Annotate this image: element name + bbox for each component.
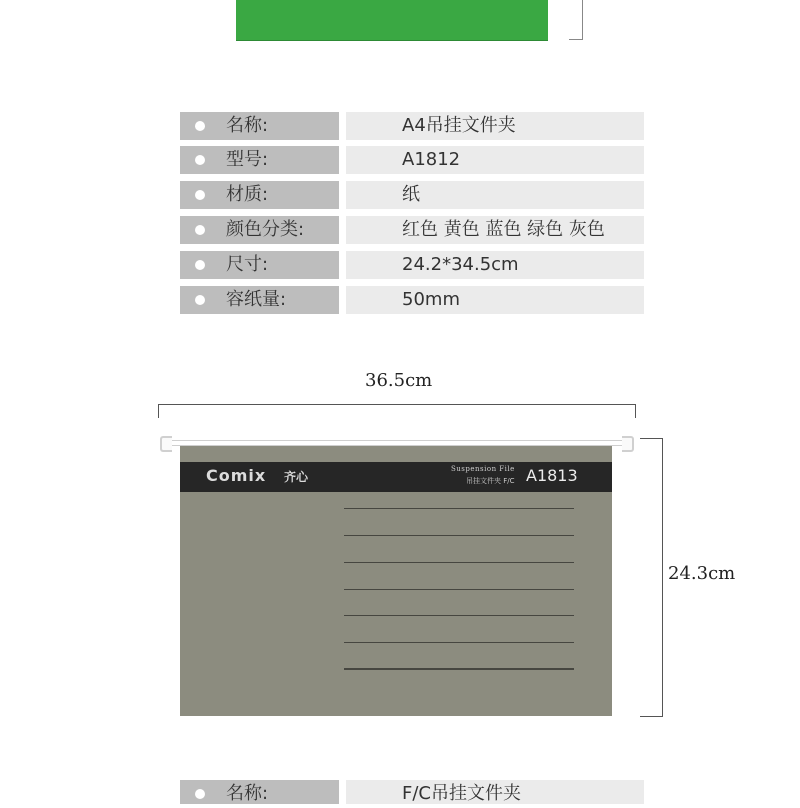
spec-key: 材质: xyxy=(226,184,269,205)
width-dimension-line xyxy=(158,404,636,405)
width-dimension-label: 36.5cm xyxy=(365,370,433,391)
spec-value-cell xyxy=(346,146,644,174)
writing-line xyxy=(344,562,574,563)
brand-chinese-name: 齐心 xyxy=(284,470,309,484)
dimension-tick xyxy=(640,716,663,717)
height-dimension-label: 24.3cm xyxy=(668,563,736,584)
spec-value: 红色 黄色 蓝色 绿色 灰色 xyxy=(402,219,605,240)
spec-key-cell xyxy=(180,251,339,279)
spec-value-cell xyxy=(346,780,644,804)
dimension-line xyxy=(582,0,583,39)
brand-logo: Comix xyxy=(206,466,267,485)
spec-key: 型号: xyxy=(226,149,269,170)
spec-value-cell xyxy=(346,181,644,209)
spec-key-cell xyxy=(180,112,339,140)
writing-line xyxy=(344,668,574,670)
spec-value-cell xyxy=(346,216,644,244)
spec-row-colors xyxy=(180,216,644,244)
spec-row-name xyxy=(180,780,644,804)
green-folder-image xyxy=(236,0,548,41)
dimension-tick xyxy=(640,438,663,439)
writing-line xyxy=(344,615,574,616)
writing-line xyxy=(344,642,574,643)
product-sub-label: 吊挂文件夹 F/C xyxy=(466,477,515,485)
product-type-label: Suspension File xyxy=(451,465,515,473)
spec-key-cell xyxy=(180,146,339,174)
bullet-icon xyxy=(195,295,205,305)
writing-line xyxy=(344,589,574,590)
height-dimension-line xyxy=(662,438,663,716)
writing-line xyxy=(344,508,574,509)
spec-key: 容纸量: xyxy=(226,289,287,310)
spec-row-capacity xyxy=(180,286,644,314)
bullet-icon xyxy=(195,121,205,131)
spec-value-cell xyxy=(346,286,644,314)
bullet-icon xyxy=(195,155,205,165)
spec-value: 24.2*34.5cm xyxy=(402,254,519,275)
spec-value: 50mm xyxy=(402,289,460,310)
dimension-tick xyxy=(569,39,583,40)
spec-value-cell xyxy=(346,251,644,279)
bullet-icon xyxy=(195,225,205,235)
hanger-hook-icon xyxy=(622,436,634,452)
spec-value: A1812 xyxy=(402,149,461,170)
spec-row-size xyxy=(180,251,644,279)
bullet-icon xyxy=(195,190,205,200)
spec-key: 名称: xyxy=(226,115,269,136)
spec-key: 尺寸: xyxy=(226,254,269,275)
spec-row-material xyxy=(180,181,644,209)
spec-key-cell xyxy=(180,286,339,314)
product-model-label: A1813 xyxy=(526,466,578,485)
spec-value-cell xyxy=(346,112,644,140)
spec-key-cell xyxy=(180,216,339,244)
spec-key: 颜色分类: xyxy=(226,219,305,240)
brand-band xyxy=(180,462,612,492)
spec-key-cell xyxy=(180,181,339,209)
spec-value: A4吊挂文件夹 xyxy=(402,115,516,136)
spec-value: 纸 xyxy=(402,184,420,205)
bullet-icon xyxy=(195,260,205,270)
hanger-hook-icon xyxy=(160,436,172,452)
spec-value: F/C吊挂文件夹 xyxy=(402,783,521,804)
spec-row-model xyxy=(180,146,644,174)
bullet-icon xyxy=(195,789,205,799)
spec-row-name xyxy=(180,112,644,140)
dimension-tick xyxy=(635,404,636,418)
dimension-tick xyxy=(158,404,159,418)
spec-key: 名称: xyxy=(226,783,269,804)
spec-key-cell xyxy=(180,780,339,804)
hanger-bar xyxy=(162,440,634,446)
writing-line xyxy=(344,535,574,536)
